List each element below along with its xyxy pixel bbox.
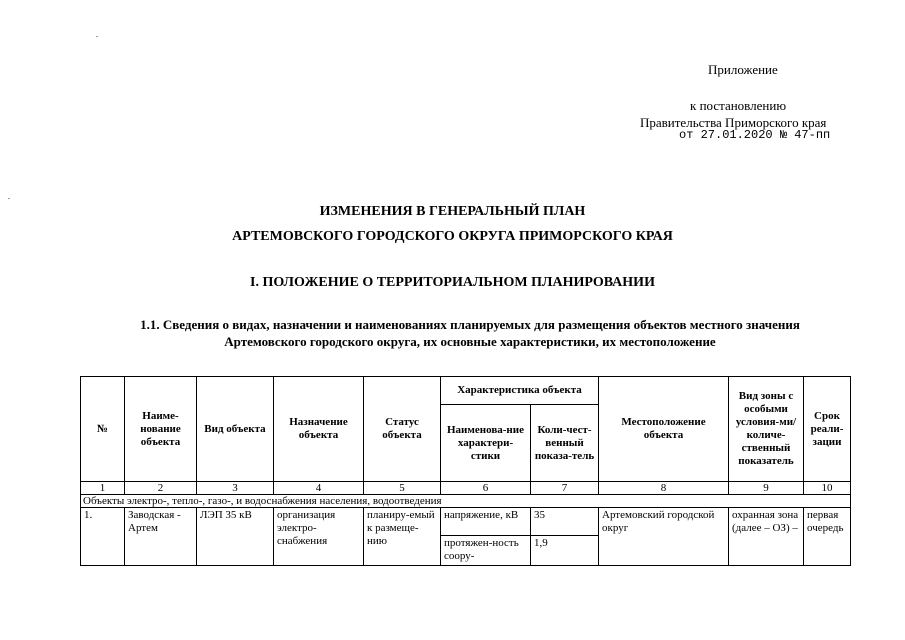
column-number: 4 (274, 482, 364, 495)
header-status: Статус объекта (364, 377, 441, 482)
row-zone: охранная зона (далее – ОЗ) – (729, 508, 804, 566)
row-term: первая очередь (804, 508, 851, 566)
row-purpose: организация электро-снабжения (274, 508, 364, 566)
header-location: Местоположение объекта (599, 377, 729, 482)
row-char2-name: протяжен-ность соору- (441, 536, 531, 566)
header-characteristic: Характеристика объекта (441, 377, 599, 405)
subsection-heading-line2: Артемовского городского округа, их основные характеристики, их местоположение (224, 334, 716, 349)
row-char1-name: напряжение, кВ (441, 508, 531, 536)
column-number: 8 (599, 482, 729, 495)
column-number: 9 (729, 482, 804, 495)
header-name: Наиме-нование объекта (125, 377, 197, 482)
section-heading: I. ПОЛОЖЕНИЕ О ТЕРРИТОРИАЛЬНОМ ПЛАНИРОВАНИИ (250, 275, 655, 290)
header-char-name: Наименова-ние характери-стики (441, 405, 531, 482)
header-purpose: Назначение объекта (274, 377, 364, 482)
column-number: 6 (441, 482, 531, 495)
header-num: № (81, 377, 125, 482)
resolution-label: к постановлению (690, 98, 787, 113)
header-zone: Вид зоны с особыми условия-ми/ количе-ственный показатель (729, 377, 804, 482)
header-term: Срок реали-зации (804, 377, 851, 482)
column-number: 5 (364, 482, 441, 495)
government-label: Правительства Приморского края (640, 115, 827, 130)
row-name: Заводская - Артем (125, 508, 197, 566)
column-number: 3 (197, 482, 274, 495)
row-num: 1. (81, 508, 125, 566)
header-char-value: Коли-чест-венный показа-тель (531, 405, 599, 482)
header-type: Вид объекта (197, 377, 274, 482)
date-number-stamp: от 27.01.2020 № 47-пп (679, 128, 831, 142)
document-title-line2: АРТЕМОВСКОГО ГОРОДСКОГО ОКРУГА ПРИМОРСКОГО КРАЯ (232, 229, 673, 244)
row-location: Артемовский городской округ (599, 508, 729, 566)
scan-speck (96, 36, 98, 37)
document-title-line1: ИЗМЕНЕНИЯ В ГЕНЕРАЛЬНЫЙ ПЛАН (319, 204, 586, 219)
column-number: 7 (531, 482, 599, 495)
row-char2-value: 1,9 (531, 536, 599, 566)
column-number: 1 (81, 482, 125, 495)
group-title-row: Объекты электро-, тепло-, газо-, и водоснабжения населения, водоотведения (81, 495, 851, 508)
row-status: планиру-емый к размеще-нию (364, 508, 441, 566)
objects-table (80, 376, 851, 566)
subsection-heading-line1: 1.1. Сведения о видах, назначении и наименованиях планируемых для размещения объектов местного значения (140, 317, 800, 332)
row-type: ЛЭП 35 кВ (197, 508, 274, 566)
row-char1-value: 35 (531, 508, 599, 536)
appendix-label: Приложение (708, 62, 778, 77)
column-number: 2 (125, 482, 197, 495)
scan-speck (8, 198, 10, 199)
column-number: 10 (804, 482, 851, 495)
